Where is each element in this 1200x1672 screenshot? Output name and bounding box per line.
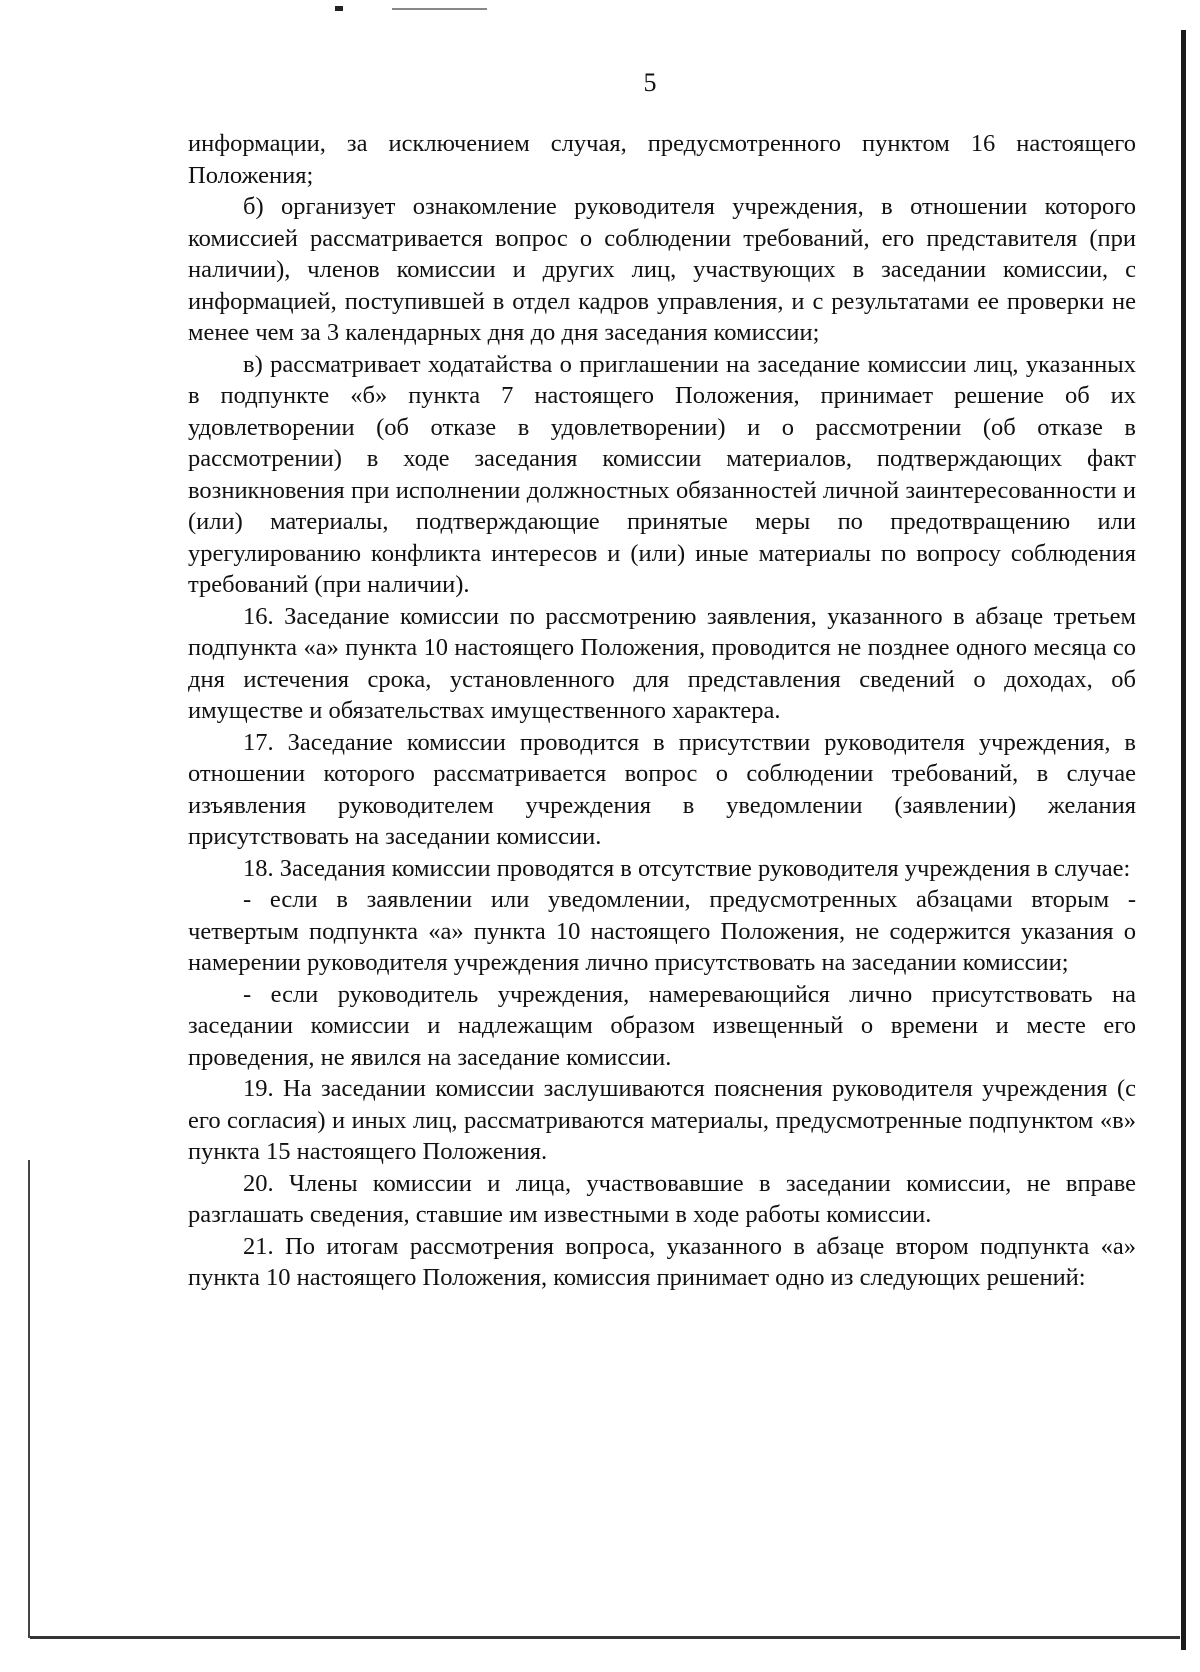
paragraph-continuation: информации, за исключением случая, предусмотренного пунктом 16 настоящего Положения; xyxy=(188,130,1136,189)
paragraph-b: б) организует ознакомление руководителя учреждения, в отношении которого комиссией рассматривается вопрос о соблюдении требований, его представителя (при наличии), членов комиссии и других лиц, участвующих в заседании комиссии, с информацией, поступившей в отдел кадров управления, и с результатами ее проверки не менее чем за 3 календарных дня до дня заседания комиссии; xyxy=(188,193,1136,346)
paragraph-19: 19. На заседании комиссии заслушиваются пояснения руководителя учреждения (с его согласия) и иных лиц, рассматриваются материалы, предусмотренные подпунктом «в» пункта 15 настоящего Положения. xyxy=(188,1075,1136,1165)
paragraph-17: 17. Заседание комиссии проводится в присутствии руководителя учреждения, в отношении которого рассматривается вопрос о соблюдении требований, в случае изъявления руководителем учреждения в уведомлении (заявлении) желания присутствовать на заседании комиссии. xyxy=(188,728,1136,850)
paragraph-v: в) рассматривает ходатайства о приглашении на заседание комиссии лиц, указанных в подпункте «б» пункта 7 настоящего Положения, принимает решение об их удовлетворении (об отказе в удовлетворении) и о рассмотрении (об отказе в рассмотрении) в ходе заседания комиссии материалов, подтверждающих факт возникновения при исполнении должностных обязанностей личной заинтересованности и (или) материалы, подтверждающие принятые меры по предотвращению или урегулированию конфликта интересов и (или) иные материалы по вопросу соблюдения требований (при наличии). xyxy=(188,350,1136,598)
paragraph-18-item-2: - если руководитель учреждения, намеревающийся лично присутствовать на заседании комиссии и надлежащим образом извещенный о времени и месте его проведения, не явился на заседание комиссии. xyxy=(188,980,1136,1071)
paragraph-16: 16. Заседание комиссии по рассмотрению заявления, указанного в абзаце третьем подпункта «а» пункта 10 настоящего Положения, проводится не позднее одного месяца со дня истечения срока, установленного для представления сведений о доходах, об имуществе и обязательствах имущественного характера. xyxy=(188,602,1136,724)
scan-edge-right xyxy=(1181,30,1186,1650)
paragraph-18-item-1: - если в заявлении или уведомлении, предусмотренных абзацами вторым - четвертым подпункта «а» пункта 10 настоящего Положения, не содержится указания о намерении руководителя учреждения лично присутствовать на заседании комиссии; xyxy=(188,886,1136,976)
paragraph-18: 18. Заседания комиссии проводятся в отсутствие руководителя учреждения в случае: xyxy=(243,854,1131,882)
page-number: 5 xyxy=(643,68,657,97)
paragraph-20: 20. Члены комиссии и лица, участвовавшие в заседании комиссии, не вправе разглашать сведения, ставшие им известными в ходе работы комиссии. xyxy=(188,1169,1136,1228)
paragraph-21: 21. По итогам рассмотрения вопроса, указанного в абзаце втором подпункта «а» пункта 10 настоящего Положения, комиссия принимает одно из следующих решений: xyxy=(188,1232,1136,1291)
scan-edge-left xyxy=(28,1160,30,1638)
scan-edge-bottom xyxy=(30,1636,1180,1639)
scan-artifact-mark xyxy=(335,6,343,11)
scan-artifact-line xyxy=(392,8,487,10)
document-body xyxy=(188,128,1136,1294)
